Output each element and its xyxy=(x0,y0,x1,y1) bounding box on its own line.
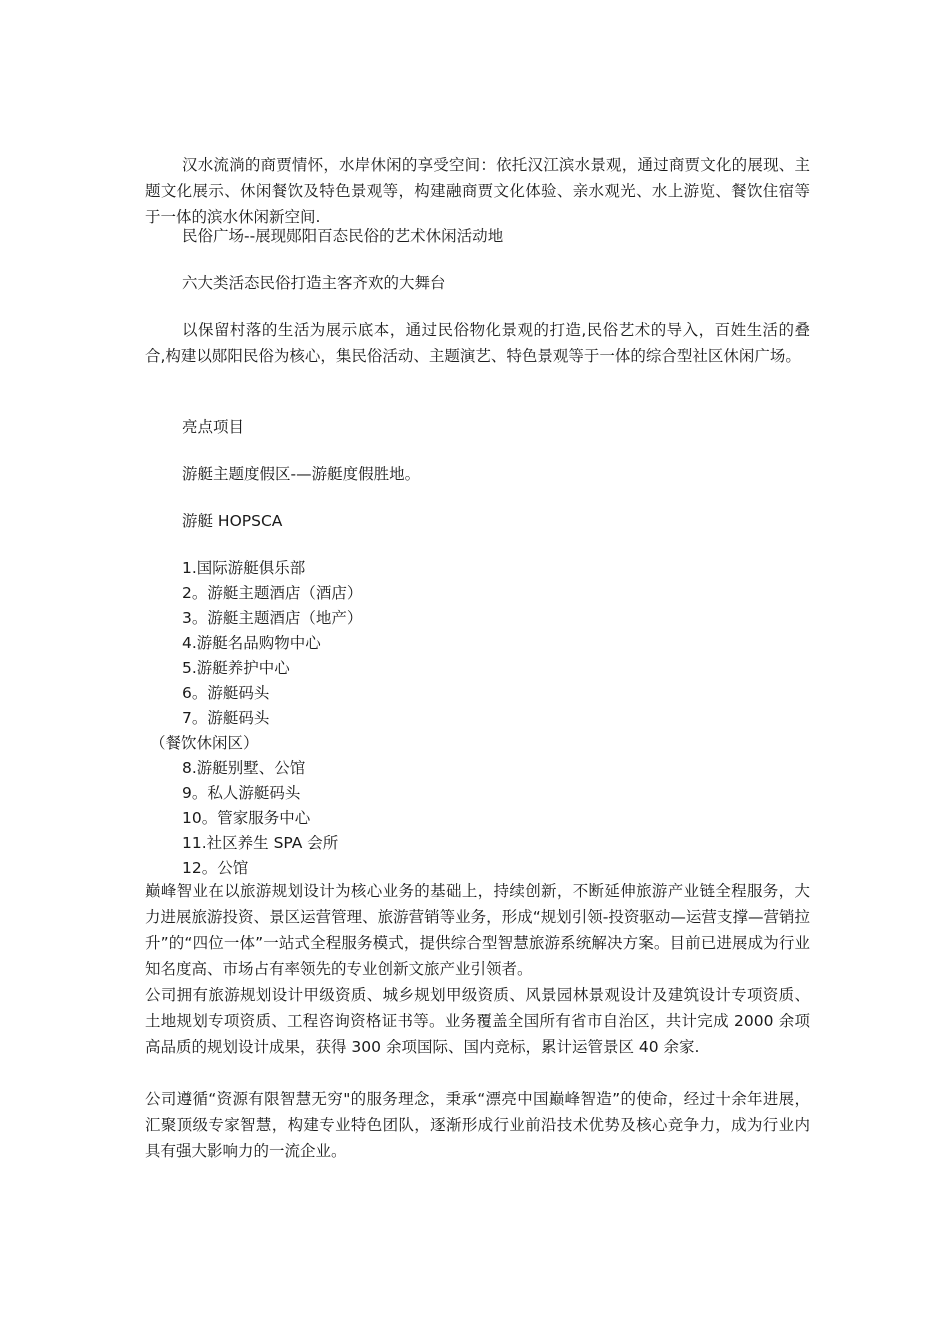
heading-yacht-resort: 游艇主题度假区-—游艇度假胜地。 xyxy=(182,465,421,483)
paragraph-company-qualifications: 公司拥有旅游规划设计甲级资质、城乡规划甲级资质、风景园林景观设计及建筑设计专项资质、土地规划专项资质、工程咨询资格证书等。业务覆盖全国所有省市自治区，共计完成 2000 余项高品质的规划设计成果，获得 300 余项国际、国内竞标，累计运管景区 40 余家. xyxy=(145,986,810,1056)
yacht-project-list xyxy=(145,556,362,881)
list-item: 7。游艇码头 xyxy=(182,709,270,727)
heading-highlights: 亮点项目 xyxy=(182,418,245,436)
list-item: 9。私人游艇码头 xyxy=(182,784,301,802)
list-item: 5.游艇养护中心 xyxy=(182,659,290,677)
list-item: 8.游艇别墅、公馆 xyxy=(182,759,306,777)
list-item: 4.游艇名品购物中心 xyxy=(182,634,321,652)
list-item: 3。游艇主题酒店（地产） xyxy=(182,609,363,627)
heading-folk-stage: 六大类活态民俗打造主客齐欢的大舞台 xyxy=(182,274,446,292)
list-item: 11.社区养生 SPA 会所 xyxy=(182,834,339,852)
list-item: 6。游艇码头 xyxy=(182,684,270,702)
list-item: 12。公馆 xyxy=(182,859,249,877)
heading-yacht-hopsca: 游艇 HOPSCA xyxy=(182,512,283,530)
list-item: 1.国际游艇俱乐部 xyxy=(182,559,306,577)
list-item: 10。管家服务中心 xyxy=(182,809,311,827)
paragraph-waterfront: 汉水流淌的商贾情怀，水岸休闲的享受空间：依托汉江滨水景观，通过商贾文化的展现、主题文化展示、休闲餐饮及特色景观等，构建融商贾文化体验、亲水观光、水上游览、餐饮住宿等于一体的滨水休闲新空间. xyxy=(145,156,810,226)
list-item: 2。游艇主题酒店（酒店） xyxy=(182,584,363,602)
paragraph-folk-square: 以保留村落的生活为展示底本，通过民俗物化景观的打造,民俗艺术的导入，百姓生活的叠合,构建以郧阳民俗为核心，集民俗活动、主题演艺、特色景观等于一体的综合型社区休闲广场。 xyxy=(145,321,810,365)
list-item: （餐饮休闲区） xyxy=(150,734,259,752)
paragraph-company-mission: 公司遵循“资源有限智慧无穷"的服务理念，秉承“漂亮中国巅峰智造”的使命，经过十余年进展，汇聚顶级专家智慧，构建专业特色团队，逐渐形成行业前沿技术优势及核心竞争力，成为行业内具有强大影响力的一流企业。 xyxy=(145,1090,810,1160)
heading-folk-square: 民俗广场--展现郧阳百态民俗的艺术休闲活动地 xyxy=(182,227,504,245)
paragraph-company-intro: 巅峰智业在以旅游规划设计为核心业务的基础上，持续创新，不断延伸旅游产业链全程服务，大力进展旅游投资、景区运营管理、旅游营销等业务，形成“规划引领-投资驱动—运营支撑—营销拉升”的“四位一体”一站式全程服务模式，提供综合型智慧旅游系统解决方案。目前已进展成为行业知名度高、市场占有率领先的专业创新文旅产业引领者。 xyxy=(145,882,810,978)
